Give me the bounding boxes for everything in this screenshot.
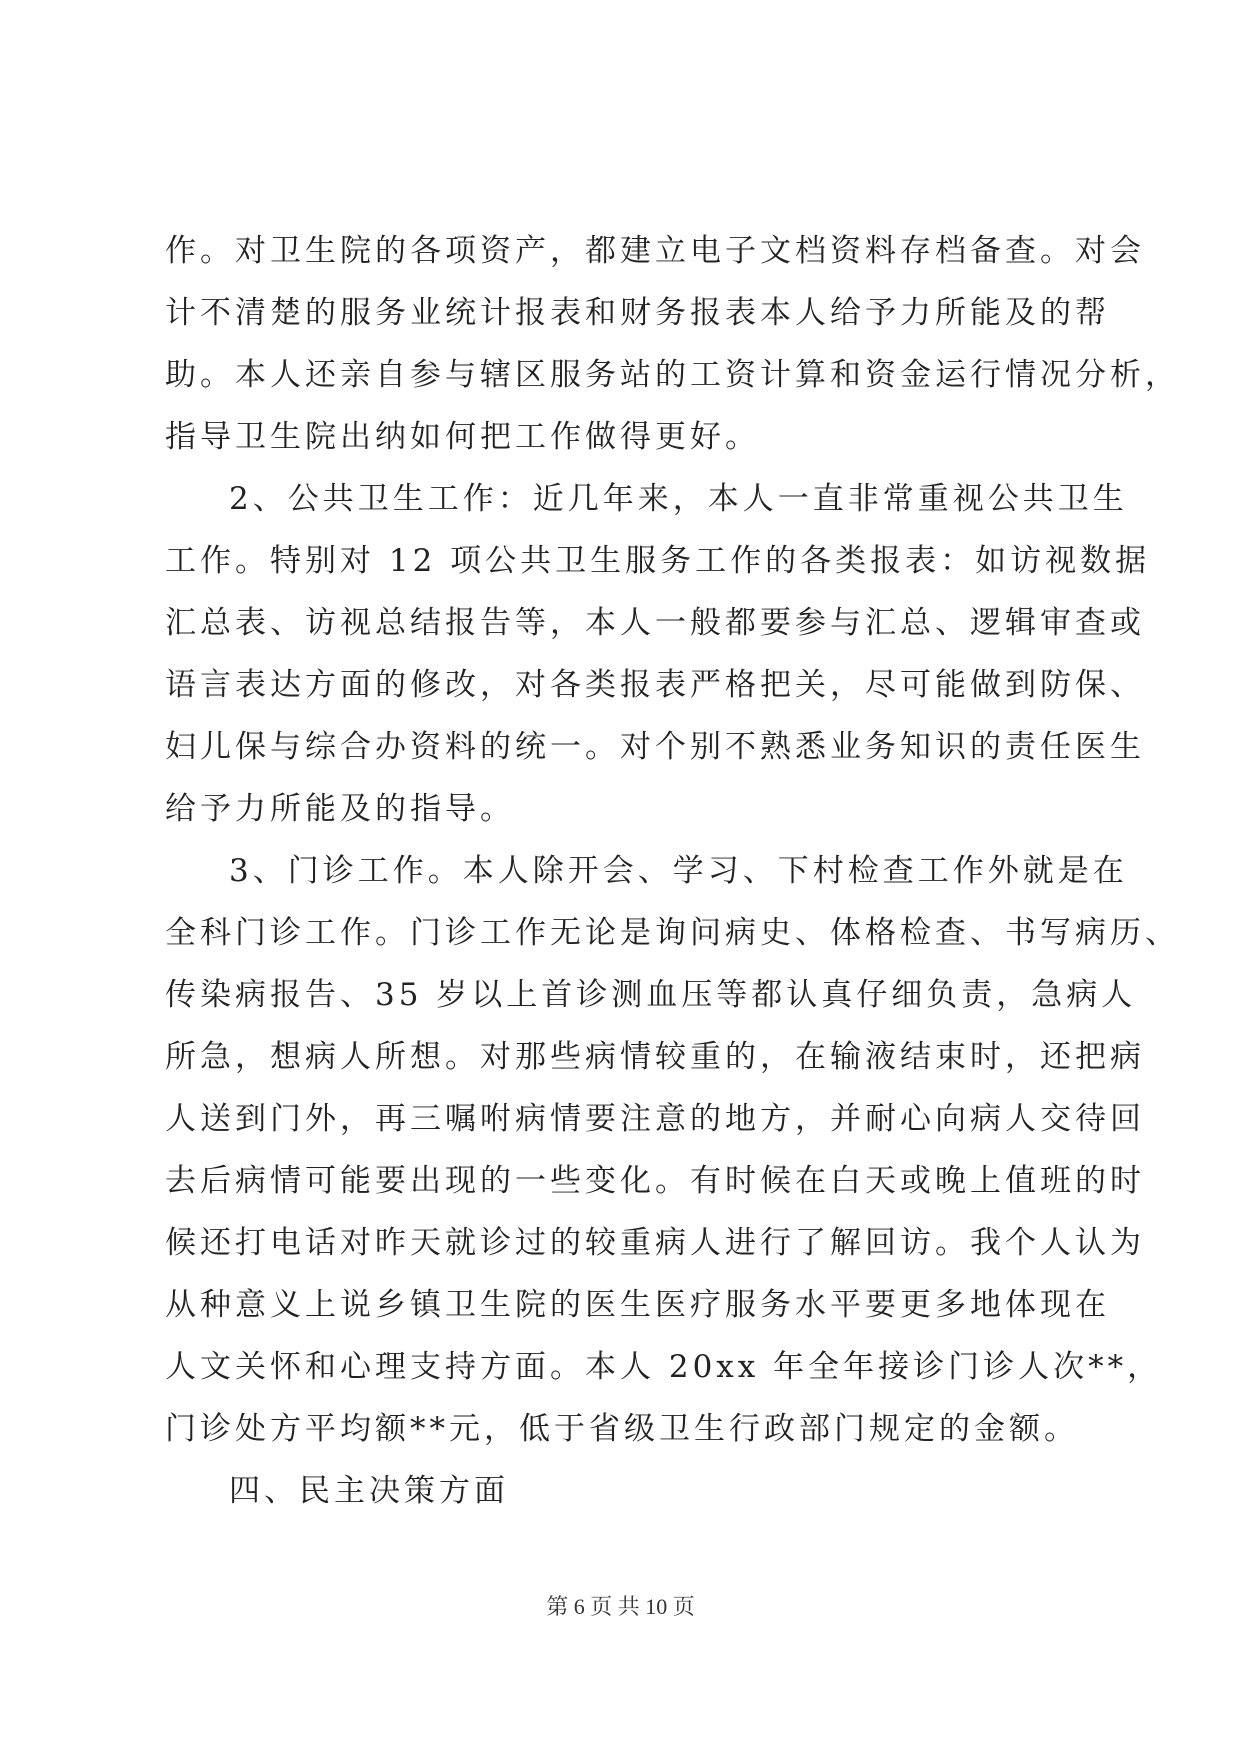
text-line: 3、门诊工作。本人除开会、学习、下村检查工作外就是在: [229, 853, 1128, 889]
text-line: 2、公共卫生工作：近几年来，本人一直非常重视公共卫生: [229, 481, 1128, 517]
text-line: 助。本人还亲自参与辖区服务站的工资计算和资金运行情况分析，: [165, 357, 1180, 393]
text-line: 妇儿保与综合办资料的统一。对个别不熟悉业务知识的责任医生: [165, 729, 1145, 765]
text-line: 语言表达方面的修改，对各类报表严格把关，尽可能做到防保、: [165, 667, 1145, 703]
text-line: 计不清楚的服务业统计报表和财务报表本人给予力所能及的帮: [165, 295, 1110, 331]
text-line: 作。对卫生院的各项资产，都建立电子文档资料存档备查。对会: [165, 233, 1145, 269]
text-line: 汇总表、访视总结报告等，本人一般都要参与汇总、逻辑审查或: [165, 605, 1145, 641]
text-line: 传染病报告、35 岁以上首诊测血压等都认真仔细负责，急病人: [165, 977, 1137, 1013]
text-line: 去后病情可能要出现的一些变化。有时候在白天或晚上值班的时: [165, 1163, 1145, 1199]
document-body: [165, 220, 1180, 1522]
text-line: 候还打电话对昨天就诊过的较重病人进行了解回访。我个人认为: [165, 1225, 1145, 1261]
text-line: 人文关怀和心理支持方面。本人 20xx 年全年接诊门诊人次**，: [165, 1349, 1163, 1385]
text-line: 给予力所能及的指导。: [165, 791, 515, 827]
text-line: 全科门诊工作。门诊工作无论是询问病史、体格检查、书写病历、: [165, 915, 1180, 951]
page-footer: 第 6 页 共 10 页: [546, 1594, 695, 1619]
text-line: 四、民主决策方面: [229, 1473, 509, 1509]
text-line: 指导卫生院出纳如何把工作做得更好。: [165, 419, 760, 455]
text-line: 从种意义上说乡镇卫生院的医生医疗服务水平要更多地体现在: [165, 1287, 1110, 1323]
text-line: 门诊处方平均额**元，低于省级卫生行政部门规定的金额。: [165, 1411, 1079, 1447]
text-line: 人送到门外，再三嘱咐病情要注意的地方，并耐心向病人交待回: [165, 1101, 1145, 1137]
text-line: 所急，想病人所想。对那些病情较重的，在输液结束时，还把病: [165, 1039, 1145, 1075]
text-line: 工作。特别对 12 项公共卫生服务工作的各类报表：如访视数据: [165, 543, 1151, 579]
